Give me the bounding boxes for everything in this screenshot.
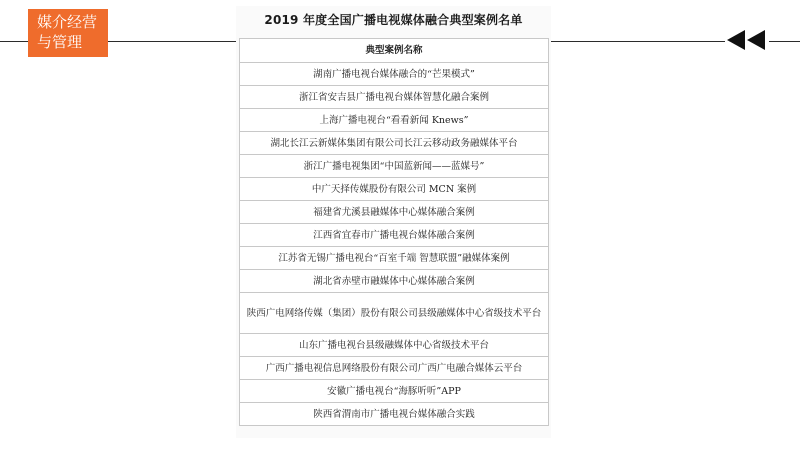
case-name: 湖北省赤壁市融媒体中心媒体融合案例 bbox=[240, 270, 549, 293]
table-row bbox=[240, 109, 549, 132]
case-name: 福建省尤溪县融媒体中心媒体融合案例 bbox=[240, 201, 549, 224]
table-row bbox=[240, 247, 549, 270]
section-badge bbox=[28, 9, 108, 57]
case-name: 广西广播电视信息网络股份有限公司广西广电融合媒体云平台 bbox=[240, 357, 549, 380]
case-name: 陕西广电网络传媒（集团）股份有限公司县级融媒体中心省级技术平台 bbox=[240, 293, 549, 334]
table-row bbox=[240, 380, 549, 403]
table-row bbox=[240, 270, 549, 293]
table-row bbox=[240, 178, 549, 201]
badge-line-1: 媒介经营 bbox=[37, 13, 98, 31]
badge-line-2: 与管理 bbox=[37, 33, 83, 51]
case-name: 安徽广播电视台“海豚听听”APP bbox=[240, 380, 549, 403]
table-row bbox=[240, 86, 549, 109]
table-row bbox=[240, 155, 549, 178]
table-row bbox=[240, 357, 549, 380]
double-left-arrow-icon[interactable] bbox=[725, 28, 769, 52]
table-row bbox=[240, 63, 549, 86]
case-name: 上海广播电视台“看看新闻 Knews” bbox=[240, 109, 549, 132]
document-image bbox=[236, 6, 551, 438]
case-name: 江苏省无锡广播电视台“百室千端 智慧联盟”融媒体案例 bbox=[240, 247, 549, 270]
case-name: 山东广播电视台县级融媒体中心省级技术平台 bbox=[240, 334, 549, 357]
case-name: 浙江广播电视集团“中国蓝新闻——蓝媒号” bbox=[240, 155, 549, 178]
table-row bbox=[240, 293, 549, 334]
case-name: 湖北长江云新媒体集团有限公司长江云移动政务融媒体平台 bbox=[240, 132, 549, 155]
case-name: 浙江省安吉县广播电视台媒体智慧化融合案例 bbox=[240, 86, 549, 109]
table-row bbox=[240, 334, 549, 357]
table-row bbox=[240, 201, 549, 224]
case-name: 中广天择传媒股份有限公司 MCN 案例 bbox=[240, 178, 549, 201]
table-row bbox=[240, 403, 549, 426]
case-name: 江西省宜春市广播电视台媒体融合案例 bbox=[240, 224, 549, 247]
table-header-row bbox=[240, 39, 549, 63]
case-name: 湖南广播电视台媒体融合的“芒果模式” bbox=[240, 63, 549, 86]
document-title: 2019 年度全国广播电视媒体融合典型案例名单 bbox=[264, 13, 523, 27]
table-row bbox=[240, 132, 549, 155]
table-row bbox=[240, 224, 549, 247]
cases-table bbox=[239, 38, 549, 426]
column-header: 典型案例名称 bbox=[240, 39, 549, 63]
case-name: 陕西省渭南市广播电视台媒体融合实践 bbox=[240, 403, 549, 426]
